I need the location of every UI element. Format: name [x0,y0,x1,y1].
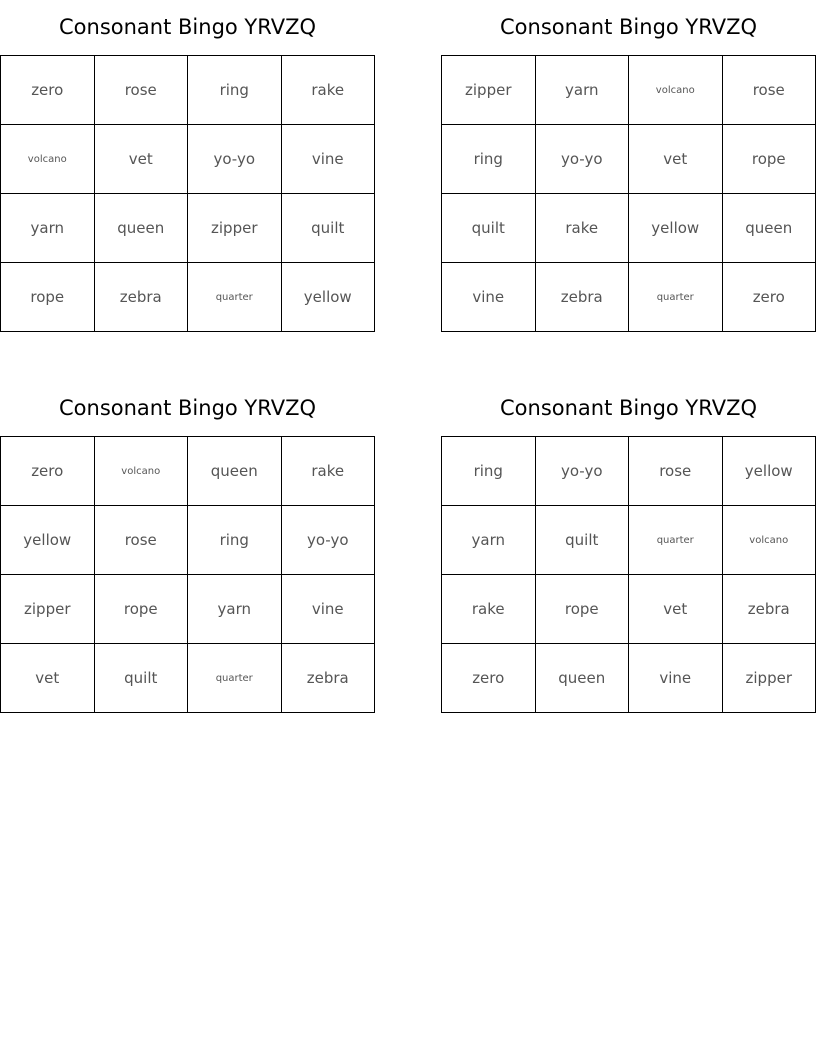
card-title: Consonant Bingo YRVZQ [59,15,316,39]
bingo-cell: zero [722,263,816,332]
bingo-card-1 [0,0,375,332]
bingo-cell: rake [535,194,629,263]
bingo-cell: zipper [722,644,816,713]
bingo-cell: volcano [94,437,188,506]
bingo-card-2 [441,0,816,332]
bingo-cell: rose [94,56,188,125]
bingo-cell: vet [629,575,723,644]
bingo-grid [0,436,375,713]
bingo-cell: rake [442,575,536,644]
bingo-cell: rope [535,575,629,644]
bingo-row [1,644,375,713]
bingo-row [1,263,375,332]
bingo-row [442,125,816,194]
bingo-card-4 [441,381,816,713]
bingo-cell: yarn [442,506,536,575]
bingo-row [442,575,816,644]
bingo-cell: rose [629,437,723,506]
bingo-cell: vet [629,125,723,194]
bingo-cell: zebra [535,263,629,332]
bingo-cell: queen [722,194,816,263]
bingo-cell: yo-yo [535,437,629,506]
bingo-cell: zipper [1,575,95,644]
bingo-row [1,575,375,644]
bingo-cell: yellow [1,506,95,575]
bingo-cell: vine [281,125,375,194]
bingo-cell: yo-yo [281,506,375,575]
bingo-row [442,56,816,125]
bingo-cell: vine [442,263,536,332]
bingo-cell: rose [94,506,188,575]
bingo-cell: quarter [629,506,723,575]
bingo-cell: rope [722,125,816,194]
bingo-grid [441,55,816,332]
card-title: Consonant Bingo YRVZQ [59,396,316,420]
bingo-cell: volcano [1,125,95,194]
bingo-cell: quarter [188,263,282,332]
bingo-cell: ring [442,125,536,194]
bingo-cell: yo-yo [188,125,282,194]
bingo-cell: zebra [281,644,375,713]
bingo-cell: volcano [722,506,816,575]
bingo-cell: zero [1,56,95,125]
bingo-cell: zipper [442,56,536,125]
bingo-cell: vine [629,644,723,713]
bingo-row [1,437,375,506]
bingo-cell: quarter [188,644,282,713]
card-title: Consonant Bingo YRVZQ [500,15,757,39]
bingo-cell: yellow [722,437,816,506]
bingo-cell: rake [281,437,375,506]
bingo-cell: vine [281,575,375,644]
bingo-cell: zipper [188,194,282,263]
bingo-cell: quilt [281,194,375,263]
bingo-cell: zero [1,437,95,506]
bingo-row [442,644,816,713]
bingo-cell: volcano [629,56,723,125]
bingo-row [1,194,375,263]
bingo-row [1,506,375,575]
bingo-cell: yellow [629,194,723,263]
bingo-cell: zebra [722,575,816,644]
bingo-cell: rake [281,56,375,125]
bingo-cell: zebra [94,263,188,332]
bingo-cell: quarter [629,263,723,332]
bingo-cell: yellow [281,263,375,332]
bingo-cell: vet [1,644,95,713]
bingo-row [442,437,816,506]
bingo-cell: yarn [188,575,282,644]
bingo-cell: yarn [1,194,95,263]
bingo-cell: zero [442,644,536,713]
bingo-cell: queen [188,437,282,506]
bingo-cell: rope [94,575,188,644]
bingo-cell: rose [722,56,816,125]
bingo-row [442,194,816,263]
bingo-cell: quilt [535,506,629,575]
bingo-cell: yo-yo [535,125,629,194]
bingo-row [1,125,375,194]
bingo-cell: ring [442,437,536,506]
bingo-card-3 [0,381,375,713]
bingo-cell: quilt [94,644,188,713]
bingo-cell: vet [94,125,188,194]
bingo-cell: ring [188,56,282,125]
bingo-row [1,56,375,125]
bingo-cell: queen [535,644,629,713]
bingo-row [442,263,816,332]
bingo-cell: queen [94,194,188,263]
card-title: Consonant Bingo YRVZQ [500,396,757,420]
bingo-cell: rope [1,263,95,332]
bingo-grid [0,55,375,332]
bingo-row [442,506,816,575]
bingo-cell: quilt [442,194,536,263]
bingo-cell: yarn [535,56,629,125]
bingo-grid [441,436,816,713]
bingo-cell: ring [188,506,282,575]
